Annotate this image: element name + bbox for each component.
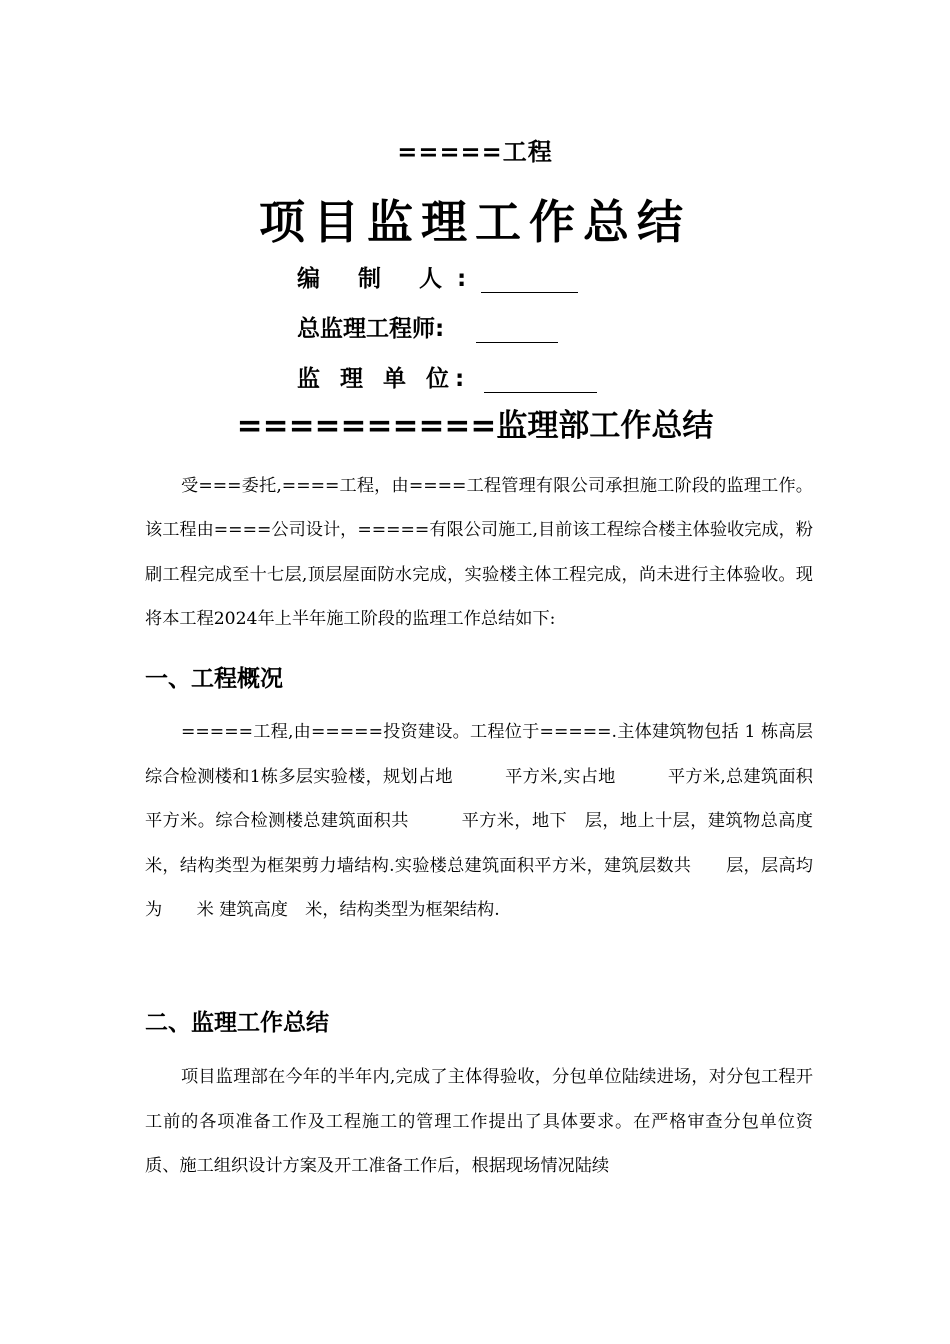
project-name-line: =====工程 bbox=[397, 138, 553, 166]
supervision-unit-row bbox=[297, 360, 597, 393]
overview-paragraph: =====工程,由=====投资建设。工程位于=====.主体建筑物包括 1 栋高层综合检测楼和1栋多层实验楼，规划占地 平方米,实占地 平方米,总建筑面积 平方米。综合检测楼总建筑面积共 平方米，地下 层，地上十层，建筑物总高度 米，结构类型为框架剪力墙结构.实验楼总建筑面积平方米，建筑层数共 层，层高均为 米 建筑高度 米，结构类型为框架结构. bbox=[145, 722, 865, 921]
section-heading-overview: 一、工程概况 bbox=[145, 666, 283, 692]
cover-title: 项目监理工作总结 bbox=[259, 195, 691, 249]
supervision-unit-label: 监 理 单 位: bbox=[297, 366, 471, 392]
chief-engineer-blank-line bbox=[476, 320, 558, 343]
compiler-blank-line bbox=[481, 270, 578, 293]
chief-engineer-label: 总监理工程师: bbox=[297, 316, 445, 342]
report-heading: ==========监理部工作总结 bbox=[236, 408, 714, 444]
compiler-row bbox=[297, 260, 578, 293]
intro-paragraph: 受===委托,====工程，由====工程管理有限公司承担施工阶段的监理工作。该工程由====公司设计，=====有限公司施工,目前该工程综合楼主体验收完成，粉刷工程完成至十七层,顶层屋面防水完成，实验楼主体工程完成，尚未进行主体验收。现将本工程2024年上半年施工阶段的监理工作总结如下: bbox=[145, 476, 813, 629]
supervision-unit-blank-line bbox=[484, 370, 597, 393]
summary-paragraph: 项目监理部在今年的半年内,完成了主体得验收，分包单位陆续进场，对分包工程开工前的各项准备工作及工程施工的管理工作提出了具体要求。在严格审查分包单位资质、施工组织设计方案及开工准备工作后，根据现场情况陆续 bbox=[145, 1067, 813, 1176]
section-heading-summary: 二、监理工作总结 bbox=[145, 1010, 329, 1036]
chief-engineer-row bbox=[297, 310, 558, 343]
compiler-label: 编 制 人: bbox=[297, 266, 482, 292]
